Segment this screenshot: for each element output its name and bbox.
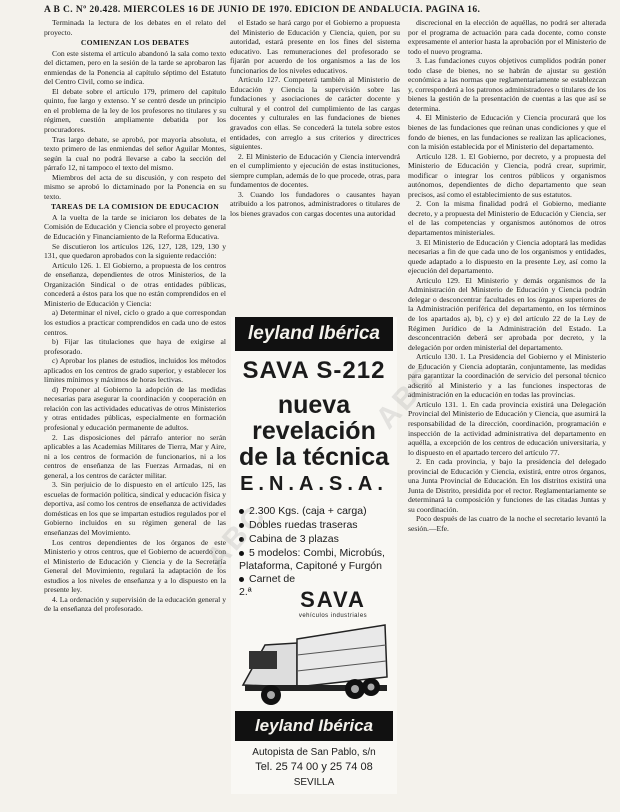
paragraph: 2. Las disposiciones del párrafo anterior no serán aplicables a las Academias Militares de Tierra, Mar y Aire, ni a los centros de formación de funcionarios, ni a los centros de enseñanza de las Fuerzas Armadas, ni en general, a los centros de carácter militar. xyxy=(44,432,226,480)
column-right xyxy=(408,18,606,812)
paragraph: Poco después de las cuatro de la noche el secretario levantó la sesión.—Efe. xyxy=(408,514,606,533)
paragraph: 3. Sin perjuicio de lo dispuesto en el artículo 125, las escuelas de formación política, sindical y educación física y deportiva, así como los centros de enseñanza de actividades domésticas en los que se impartan estudios regulados por el Gobierno incluidos en su régimen general de las enseñanzas del Movimiento. xyxy=(44,480,226,537)
paragraph: A la vuelta de la tarde se iniciaron los debates de la Comisión de Educación y Ciencia sobre el proyecto general de Educación y Financiamiento de la Reforma Educativa. xyxy=(44,212,226,242)
paragraph: Terminada la lectura de los debates en el relato del proyecto. xyxy=(44,18,226,37)
ad-brand-bottom: leyland Ibérica xyxy=(235,711,393,741)
ad-tagline-2: revelación xyxy=(252,417,376,445)
paragraph: 3. Las fundaciones cuyos objetivos cumplidos podrán poner todo clase de bienes, no se habrán de ajustar su gestión económica a las normas que reglamentariamente se establezcan y, corresponderá a los patronos administradores o titulares de los bienes la gestión de la presentación de cuentas a las que así se determina. xyxy=(408,56,606,113)
truck-illustration xyxy=(235,613,395,713)
section-heading: TAREAS DE LA COMISION DE EDUCACION xyxy=(50,202,220,212)
paragraph: Artículo 131. 1. En cada provincia existirá una Delegación Provincial del Ministerio de Educación y Ciencia, que asumirá la responsabilidad de la dirección, coordinación, programación e inspección de la actividad administrativa del departamento en aquélla, a excepción de los centros de educación universitaria, y lo dispuesto en el apartado tercero del artículo 77. xyxy=(408,399,606,457)
paragraph: Tras largo debate, se aprobó, por mayoría absoluta, el texto primero de las enmiendas del señor Aguilar Montes, según la cual no podrá llevarse a cabo la sección del párrafo 12, ni tampoco el texto del mismo. xyxy=(44,134,226,173)
paragraph: 2. Con la misma finalidad podrá el Gobierno, mediante decreto, y a propuesta del Ministerio de Educación y Ciencia, ser el de las competencias y organismos autónomos de otros departamentos ministeriales. xyxy=(408,199,606,238)
paragraph: 4. El Ministerio de Educación y Ciencia procurará que los bienes de las fundaciones que reúnan unas condiciones y que el fondo de bienes, en las fundaciones se realizan las aplicaciones, con la misión establecida por el Ministerio del departamento. xyxy=(408,113,606,152)
ad-tagline-3: de la técnica xyxy=(238,443,390,471)
paragraph: El debate sobre el artículo 179, primero del capítulo quinto, fue largo y extenso. Y se centró desde un principio en el problema de la ley de los profesores no titulares y su régimen, cuestión ampliamente debatida por los procuradores. xyxy=(44,86,226,135)
paragraph: Artículo 130. 1. La Presidencia del Gobierno y el Ministerio de Educación y Ciencia adoptarán, conjuntamente, las medidas para garantizar la coordinación de servicio del personal técnico adscrito al Ministerio y a las funciones inspectoras de administración en la educación en todas las provincias. xyxy=(408,352,606,400)
ad-feature: Cabina de 3 plazas xyxy=(239,533,395,546)
bullet-icon xyxy=(239,577,244,582)
paragraph: Artículo 126. 1. El Gobierno, a propuesta de los centros de enseñanza, dependientes de otros Ministerios, de la Organización Sindical o de otras entidades públicas, concederá a éstos para los que no están comprendidos en el Ministerio de Educación y Ciencia: xyxy=(44,260,226,308)
ad-feature: Dobles ruedas traseras xyxy=(239,519,395,532)
paragraph: 2. El Ministerio de Educación y Ciencia intervendrá en el cumplimiento y ejecución de estas instituciones, siempre cumplan, además de lo que procede, otras, para fundamentos de docentes. xyxy=(230,151,400,190)
paragraph: Con este sistema el artículo abandonó la sala como texto del dictamen, pero en la sesión de la tarde se aprobaron las enmiendas de la Ponencia al capítulo séptimo del Estatuto del Centro Civil, como se indica. xyxy=(44,48,226,87)
watermark: ABC xyxy=(199,498,274,576)
column-middle xyxy=(230,18,400,330)
paragraph: Artículo 127. Competerá también al Ministerio de Educación y Ciencia la supervisión sobre las fundaciones y asociaciones de carácter docente y cultural y el control del cumplimiento de las cargas docentes y culturales en las fundaciones de bienes gravados con ellas. Se concederá la tutela sobre estos entidades, con arreglo a sus criterios y directrices siguientes. xyxy=(230,75,400,152)
paragraph: Se discutieron los artículos 126, 127, 128, 129, 130 y 131, que quedaron aprobados con la siguiente redacción: xyxy=(44,241,226,261)
page-header: A B C. Nº 20.428. MIERCOLES 16 DE JUNIO DE 1970. EDICION DE ANDALUCIA. PAGINA 16. xyxy=(44,5,481,15)
ad-phone: Tel. 25 74 00 y 25 74 08 xyxy=(255,761,373,773)
column-left xyxy=(44,18,226,812)
paragraph: el Estado se hará cargo por el Gobierno a propuesta del Ministerio de Educación y Ciencia, quien, por su autoridad, estará presente en los fines del sistema educativo. Las remuneraciones del profesorado se fijarán por acuerdo de los organismos a las de los funcionarios de los niveles educativos. xyxy=(230,18,400,75)
paragraph: 3. Cuando los fundadores o causantes hayan atribuido a los patronos, administradores o titulares de los bienes gravados con cargas docentes una autoridad xyxy=(230,189,400,218)
ad-model: SAVA S-212 xyxy=(242,357,386,384)
paragraph: 4. La ordenación y supervisión de la educación general y de la enseñanza del profesorado. xyxy=(44,594,226,614)
paragraph: 3. El Ministerio de Educación y Ciencia adoptará las medidas necesarias a fin de que cada uno de los organismos y entidades, quede adaptado a lo dispuesto en la presente Ley, así como la ejecución del departamento. xyxy=(408,237,606,276)
ad-feature: 5 modelos: Combi, Microbús, Plataforma, Capitoné y Furgón xyxy=(239,547,385,572)
paragraph: 2. En cada provincia, y bajo la presidencia del delegado provincial de Educación y Ciencia, existirá, entre otros órganos, una Junta Provincial de Educación. En los distritos existirá una Junta de Distrito, presidida por el rector. Reglamentariamente se determinará la composición y funciones de las citadas Juntas y su coordinación. xyxy=(408,457,606,514)
paragraph: Artículo 128. 1. El Gobierno, por decreto, y a propuesta del Ministerio de Educación y Ciencia, podrá crear, suprimir, modificar o integrar los centros públicos y organismos autónomos, dependientes de dicho departamento que sean precisos, así como el establecimiento de sus estatutos. xyxy=(408,151,606,199)
ad-maker: E.N.A.S.A. xyxy=(240,473,388,495)
paragraph: Miembros del acta de su discusión, y con respeto del mismo se aprobó lo dictaminado por la Ponencia en su texto. xyxy=(44,172,226,201)
paragraph: discrecional en la elección de aquéllas, no podrá ser alterada por el programa de actuación para cada docente, como conste expresamente el anterior hasta la aprobación por el Ministerio de todo el nuevo programa. xyxy=(408,18,606,56)
section-heading: COMIENZAN LOS DEBATES xyxy=(80,38,190,48)
ad-feature: Carnet de 2.ª xyxy=(239,573,296,598)
paragraph: Artículo 129. El Ministerio y demás organismos de la Administración del Ministerio de Educación y Ciencia podrán delegar o desconcentrar facultades en los órganos superiores de la Administración periférica del departamento, en los términos de los apartados a), b), c) y e) del artículo 22 de la Ley de Régimen Jurídico de la Administración del Estado. La desconcentración deberá ser aprobada por decreto, y la delegación por orden ministerial del departamento. xyxy=(408,275,606,352)
paragraph: b) Fijar las titulaciones que haya de exigirse al profesorado. xyxy=(44,337,226,356)
ad-address: Autopista de San Pablo, s/n xyxy=(252,747,376,758)
advertisement xyxy=(231,317,397,794)
paragraph: d) Proponer al Gobierno la adopción de las medidas necesarias para asegurar la coordinación y cooperación en relación con las actividades educativas de otros Ministerios y otras entidades públicas, especialmente en formación profesional y educación permanente de adultos. xyxy=(44,384,226,432)
ad-city: SEVILLA xyxy=(293,777,335,788)
watermark: ABC xyxy=(369,358,444,436)
ad-logo: SAVA vehículos industriales xyxy=(298,587,368,619)
paragraph: c) Aprobar los planes de estudios, incluidos los métodos aplicados en los centros de grado superior, y establecer los límites mínimos y máximos de horas lectivas. xyxy=(44,356,226,385)
ad-brand-top: leyland Ibérica xyxy=(235,317,393,351)
ad-feature: 2.300 Kgs. (caja + carga) xyxy=(239,505,395,518)
ad-tagline-1: nueva xyxy=(277,391,351,419)
paragraph: Los centros dependientes de los órganos de este Ministerio y otros centros, que el Gobierno de acuerdo con el Ministerio de Educación y Ciencia y de la Secretaría General del Movimiento, regulará la adaptación de los estudios a los niveles de enseñanza y a lo dispuesto en la presente ley. xyxy=(44,537,226,595)
paragraph: a) Determinar el nivel, ciclo o grado a que correspondan los estudios a practicar comprendidos en cada uno de estos centros. xyxy=(44,308,226,337)
